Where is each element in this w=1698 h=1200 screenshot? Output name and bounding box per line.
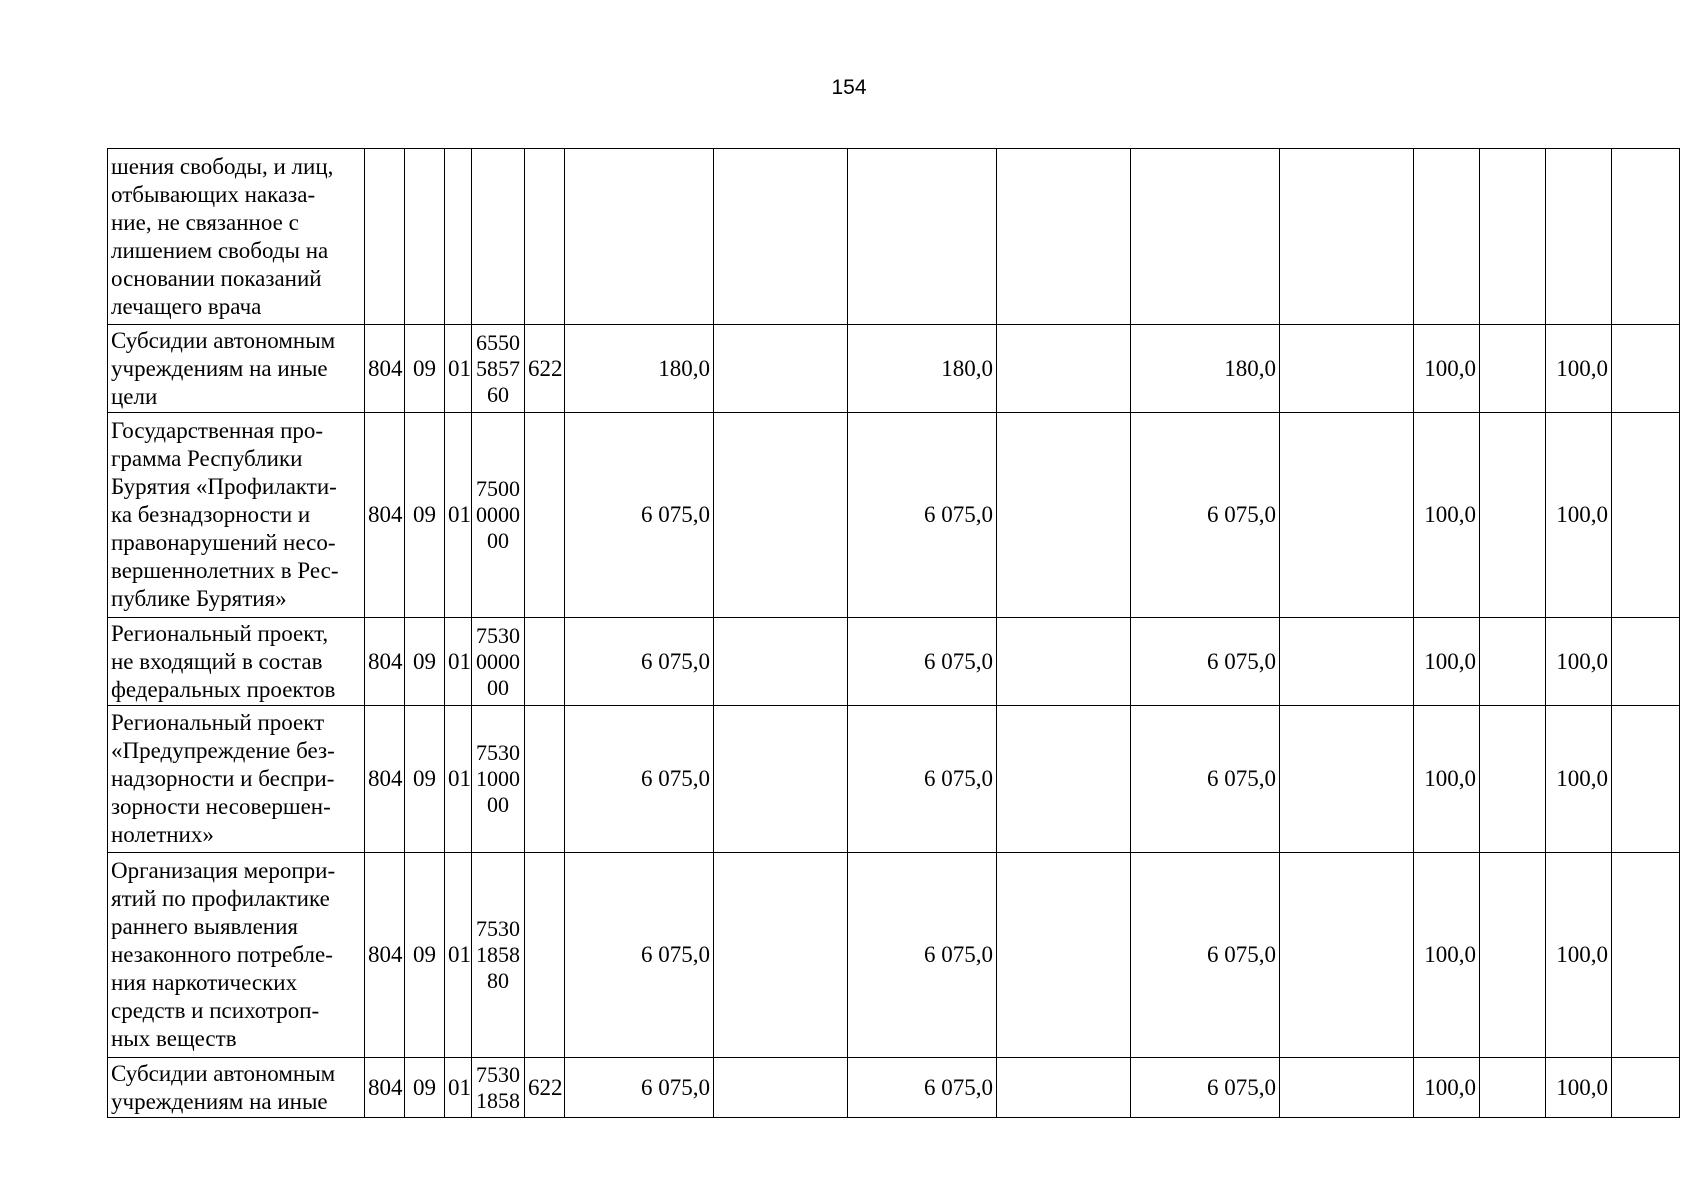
percent-cell-2: 100,0 [1546, 413, 1612, 618]
empty-cell [714, 149, 848, 325]
amount-plan-cell: 180,0 [565, 325, 714, 413]
amount-approved-cell: 6 075,0 [848, 1058, 997, 1118]
table-row [108, 618, 1680, 706]
section-cell: 09 [405, 618, 445, 706]
empty-cell [997, 325, 1131, 413]
amount-executed-cell [1131, 149, 1280, 325]
percent-cell-2: 100,0 [1546, 1058, 1612, 1118]
amount-plan-cell: 6 075,0 [565, 413, 714, 618]
empty-cell [997, 1058, 1131, 1118]
empty-cell [1612, 1058, 1680, 1118]
empty-cell [1280, 1058, 1414, 1118]
empty-cell [714, 413, 848, 618]
expense-type-cell [525, 413, 565, 618]
table-row [108, 149, 1680, 325]
percent-cell-1: 100,0 [1414, 706, 1480, 853]
section-cell: 09 [405, 706, 445, 853]
amount-plan-cell [565, 149, 714, 325]
percent-cell-1: 100,0 [1414, 618, 1480, 706]
empty-cell [1480, 325, 1546, 413]
table-row [108, 413, 1680, 618]
empty-cell [1612, 618, 1680, 706]
expense-type-cell [525, 853, 565, 1058]
empty-cell [997, 149, 1131, 325]
row-name-cell: Организация меропри- ятий по профилактике раннего выявления незаконного потребле- ния наркотических средств и психотроп- ных веществ [108, 853, 365, 1058]
section-cell: 09 [405, 1058, 445, 1118]
amount-approved-cell: 6 075,0 [848, 413, 997, 618]
amount-executed-cell: 6 075,0 [1131, 413, 1280, 618]
empty-cell [714, 618, 848, 706]
row-name-cell: Региональный проект «Предупреждение без- надзорности и беспри- зорности несовершен- нолетних» [108, 706, 365, 853]
amount-approved-cell: 6 075,0 [848, 706, 997, 853]
row-name-cell: Государственная про- грамма Республики Бурятия «Профилакти- ка безнадзорности и правонарушений несо- вершеннолетних в Рес- публике Бурятия» [108, 413, 365, 618]
percent-cell-1: 100,0 [1414, 853, 1480, 1058]
grbs-cell: 804 [365, 618, 405, 706]
target-article-cell: 7500 0000 00 [472, 413, 525, 618]
empty-cell [1612, 413, 1680, 618]
table-row [108, 706, 1680, 853]
section-cell: 09 [405, 853, 445, 1058]
grbs-cell: 804 [365, 413, 405, 618]
section-cell [405, 149, 445, 325]
expense-type-cell: 622 [525, 325, 565, 413]
percent-cell-1: 100,0 [1414, 413, 1480, 618]
empty-cell [1480, 1058, 1546, 1118]
table-row [108, 853, 1680, 1058]
empty-cell [1612, 706, 1680, 853]
amount-executed-cell: 180,0 [1131, 325, 1280, 413]
page-number: 154 [831, 76, 867, 99]
grbs-cell: 804 [365, 853, 405, 1058]
budget-table [107, 148, 1680, 1118]
subsection-cell: 01 [445, 853, 472, 1058]
target-article-cell: 7530 0000 00 [472, 618, 525, 706]
grbs-cell: 804 [365, 1058, 405, 1118]
empty-cell [1280, 325, 1414, 413]
row-name-cell: шения свободы, и лиц, отбывающих наказа- ние, не связанное с лишением свободы на основании показаний лечащего врача [108, 149, 365, 325]
amount-approved-cell: 180,0 [848, 325, 997, 413]
percent-cell-1: 100,0 [1414, 1058, 1480, 1118]
amount-approved-cell: 6 075,0 [848, 618, 997, 706]
amount-plan-cell: 6 075,0 [565, 853, 714, 1058]
amount-approved-cell: 6 075,0 [848, 853, 997, 1058]
subsection-cell: 01 [445, 325, 472, 413]
table-row [108, 325, 1680, 413]
subsection-cell: 01 [445, 1058, 472, 1118]
percent-cell-1: 100,0 [1414, 325, 1480, 413]
subsection-cell: 01 [445, 706, 472, 853]
row-name-cell: Субсидии автономным учреждениям на иные [108, 1058, 365, 1118]
empty-cell [1280, 149, 1414, 325]
empty-cell [1612, 325, 1680, 413]
empty-cell [714, 706, 848, 853]
percent-cell-2: 100,0 [1546, 325, 1612, 413]
empty-cell [1480, 706, 1546, 853]
grbs-cell: 804 [365, 706, 405, 853]
amount-plan-cell: 6 075,0 [565, 706, 714, 853]
expense-type-cell [525, 149, 565, 325]
subsection-cell: 01 [445, 618, 472, 706]
empty-cell [997, 413, 1131, 618]
amount-approved-cell [848, 149, 997, 325]
target-article-cell: 7530 1858 [472, 1058, 525, 1118]
empty-cell [997, 853, 1131, 1058]
expense-type-cell [525, 618, 565, 706]
target-article-cell [472, 149, 525, 325]
amount-executed-cell: 6 075,0 [1131, 706, 1280, 853]
amount-executed-cell: 6 075,0 [1131, 1058, 1280, 1118]
empty-cell [1280, 706, 1414, 853]
empty-cell [1480, 413, 1546, 618]
target-article-cell: 7530 1000 00 [472, 706, 525, 853]
empty-cell [714, 325, 848, 413]
amount-plan-cell: 6 075,0 [565, 1058, 714, 1118]
section-cell: 09 [405, 325, 445, 413]
empty-cell [1480, 618, 1546, 706]
percent-cell-2 [1546, 149, 1612, 325]
amount-executed-cell: 6 075,0 [1131, 853, 1280, 1058]
percent-cell-1 [1414, 149, 1480, 325]
empty-cell [714, 853, 848, 1058]
grbs-cell: 804 [365, 325, 405, 413]
percent-cell-2: 100,0 [1546, 853, 1612, 1058]
expense-type-cell [525, 706, 565, 853]
row-name-cell: Региональный проект, не входящий в состав федеральных проектов [108, 618, 365, 706]
target-article-cell: 6550 5857 60 [472, 325, 525, 413]
row-name-cell: Субсидии автономным учреждениям на иные цели [108, 325, 365, 413]
amount-plan-cell: 6 075,0 [565, 618, 714, 706]
empty-cell [714, 1058, 848, 1118]
empty-cell [997, 618, 1131, 706]
amount-executed-cell: 6 075,0 [1131, 618, 1280, 706]
empty-cell [1612, 853, 1680, 1058]
empty-cell [1280, 853, 1414, 1058]
empty-cell [1612, 149, 1680, 325]
table-row [108, 1058, 1680, 1118]
grbs-cell [365, 149, 405, 325]
empty-cell [997, 706, 1131, 853]
empty-cell [1480, 149, 1546, 325]
section-cell: 09 [405, 413, 445, 618]
expense-type-cell: 622 [525, 1058, 565, 1118]
percent-cell-2: 100,0 [1546, 706, 1612, 853]
percent-cell-2: 100,0 [1546, 618, 1612, 706]
subsection-cell [445, 149, 472, 325]
empty-cell [1480, 853, 1546, 1058]
empty-cell [1280, 618, 1414, 706]
empty-cell [1280, 413, 1414, 618]
target-article-cell: 7530 1858 80 [472, 853, 525, 1058]
subsection-cell: 01 [445, 413, 472, 618]
